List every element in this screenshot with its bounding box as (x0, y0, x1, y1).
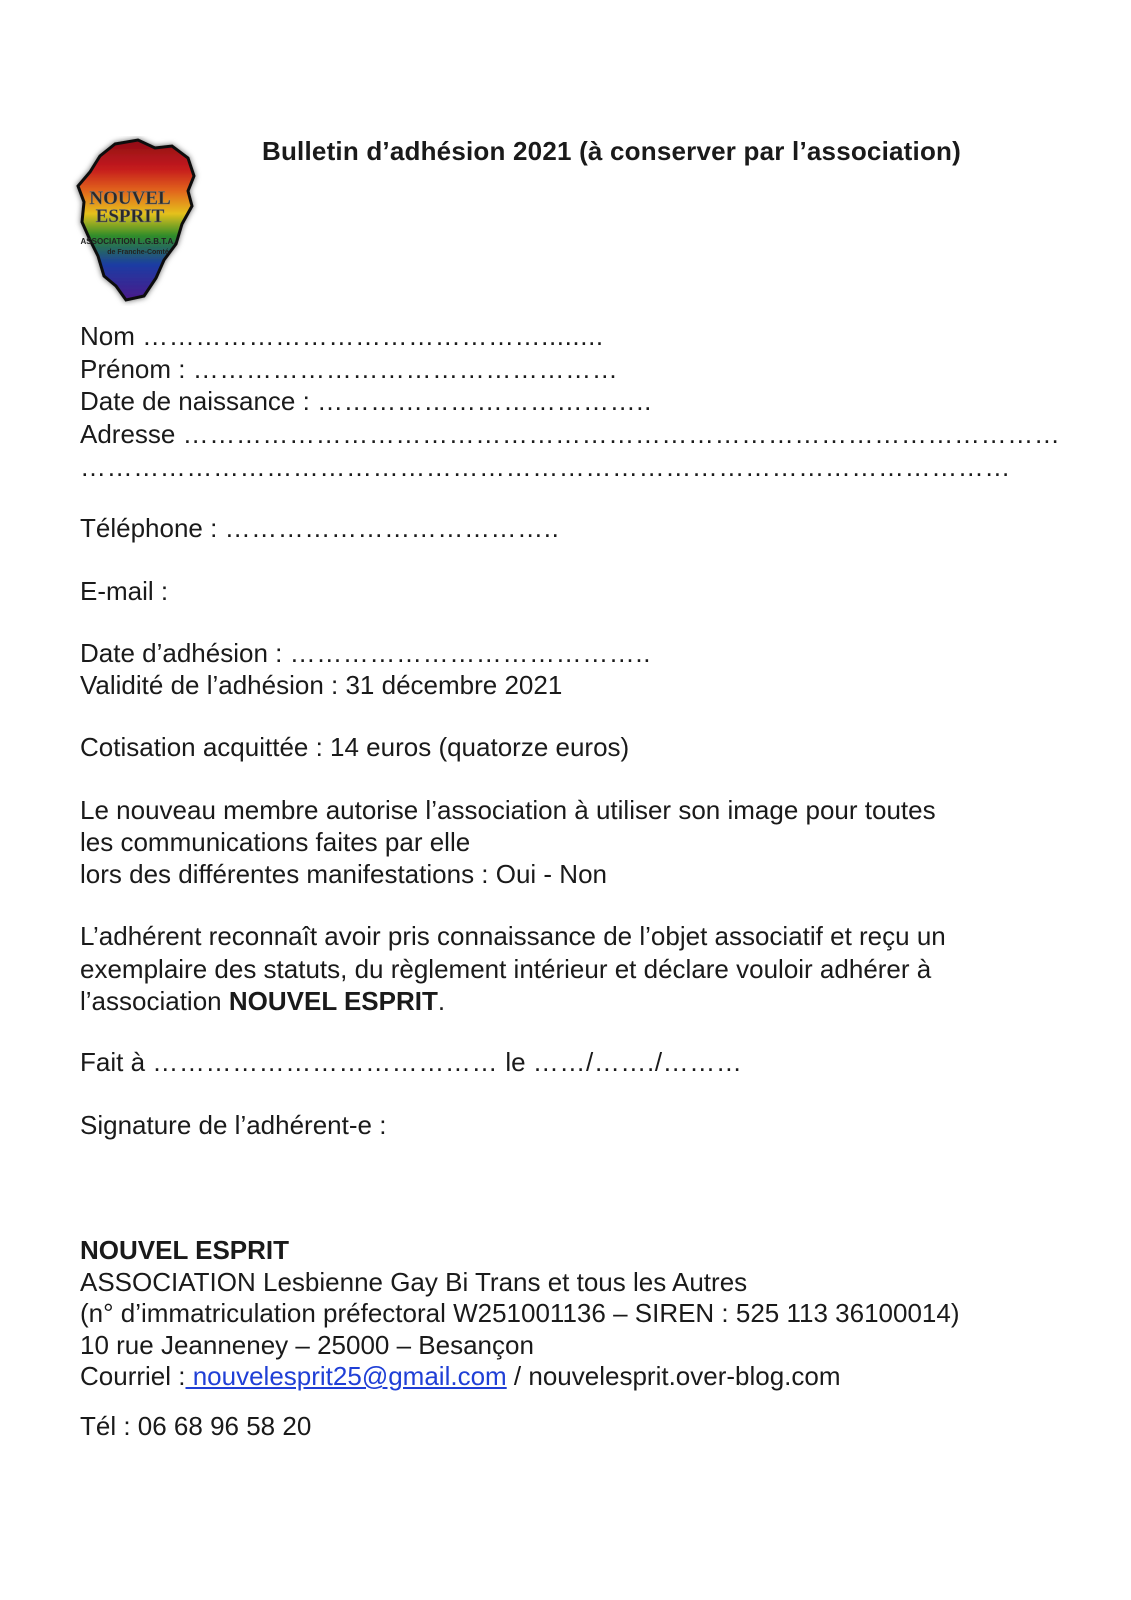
field-nom-label: Nom (80, 321, 135, 351)
field-fait-a-label: Fait à (80, 1047, 146, 1077)
image-consent-line3[interactable]: lors des différentes manifestations : Oui - Non (80, 859, 607, 889)
field-date-naissance-dots: ……………………………….. (317, 386, 652, 416)
acknowledge-line2: exemplaire des statuts, du règlement intérieur et déclare vouloir adhérer à (80, 954, 932, 984)
field-prenom[interactable] (80, 353, 618, 385)
field-telephone-dots: ……………………………….. (224, 513, 560, 543)
logo-text-line1: NOUVEL (89, 188, 171, 209)
footer-address: 10 rue Jeanneney – 25000 – Besançon (80, 1330, 534, 1360)
image-consent-line1: Le nouveau membre autorise l’association à utiliser son image pour toutes (80, 795, 936, 825)
field-email-label: E-mail : (80, 576, 169, 606)
footer-association-name: NOUVEL ESPRIT (80, 1235, 290, 1265)
field-prenom-label: Prénom : (80, 354, 186, 384)
field-nom-dots: ………………………………………........ (142, 321, 604, 351)
field-nom[interactable] (80, 320, 604, 352)
field-adresse-label: Adresse (80, 419, 176, 449)
logo-map-icon (60, 136, 205, 306)
field-date-adhesion-dots: ………………………………….. (289, 638, 652, 668)
acknowledge-line1: L’adhérent reconnaît avoir pris connaissance de l’objet associatif et reçu un (80, 921, 946, 951)
footer-telephone: Tél : 06 68 96 58 20 (80, 1411, 312, 1441)
field-date-naissance-label: Date de naissance : (80, 386, 310, 416)
acknowledge-line3-suffix: . (437, 986, 446, 1016)
field-fait-a[interactable] (80, 1046, 742, 1078)
association-name-inline: NOUVEL ESPRIT (228, 986, 438, 1016)
acknowledge-line3 (80, 985, 445, 1017)
validite-text: Validité de l’adhésion : 31 décembre 2021 (80, 670, 563, 700)
logo-text-line3: ASSOCIATION L.G.B.T.A. (80, 237, 176, 246)
field-adresse-dots-1: ……………………………………………………………………………………… (182, 419, 1061, 449)
field-date-adhesion-label: Date d’adhésion : (80, 638, 283, 668)
field-telephone-label: Téléphone : (80, 513, 218, 543)
field-adresse-line2[interactable] (80, 451, 1011, 483)
footer-email-link[interactable]: nouvelesprit25@gmail.com (185, 1361, 507, 1391)
footer-courriel-label: Courriel : (80, 1361, 186, 1391)
field-fait-a-dots: ………………………………… (152, 1047, 499, 1077)
signature-label: Signature de l’adhérent-e : (80, 1110, 387, 1140)
field-telephone[interactable] (80, 512, 559, 544)
field-prenom-dots: ………………………………………… (192, 354, 619, 384)
field-adresse[interactable] (80, 418, 1060, 450)
footer-blog: / nouvelesprit.over-blog.com (506, 1361, 841, 1391)
footer-contact (80, 1360, 841, 1392)
logo-text-line4: de Franche-Comté (107, 249, 169, 256)
field-date-adhesion[interactable] (80, 637, 651, 669)
footer-association-type: ASSOCIATION Lesbienne Gay Bi Trans et tous les Autres (80, 1267, 748, 1297)
field-date-naissance[interactable] (80, 385, 652, 417)
field-adresse-dots-2: …………………………………………………………………………………………… (80, 452, 1011, 482)
logo-text-line2: ESPRIT (95, 206, 165, 227)
image-consent-line2: les communications faites par elle (80, 827, 471, 857)
acknowledge-line3-prefix: l’association (80, 986, 229, 1016)
field-email[interactable] (80, 575, 168, 607)
footer-registration: (n° d’immatriculation préfectoral W251001136 – SIREN : 525 113 36100014) (80, 1298, 960, 1328)
field-date-dots: ……/……./……… (532, 1047, 743, 1077)
association-logo (60, 136, 205, 306)
page-title: Bulletin d’adhésion 2021 (à conserver par l’association) (262, 136, 961, 166)
field-le-label: le (505, 1047, 526, 1077)
cotisation-text: Cotisation acquittée : 14 euros (quatorze euros) (80, 732, 630, 762)
